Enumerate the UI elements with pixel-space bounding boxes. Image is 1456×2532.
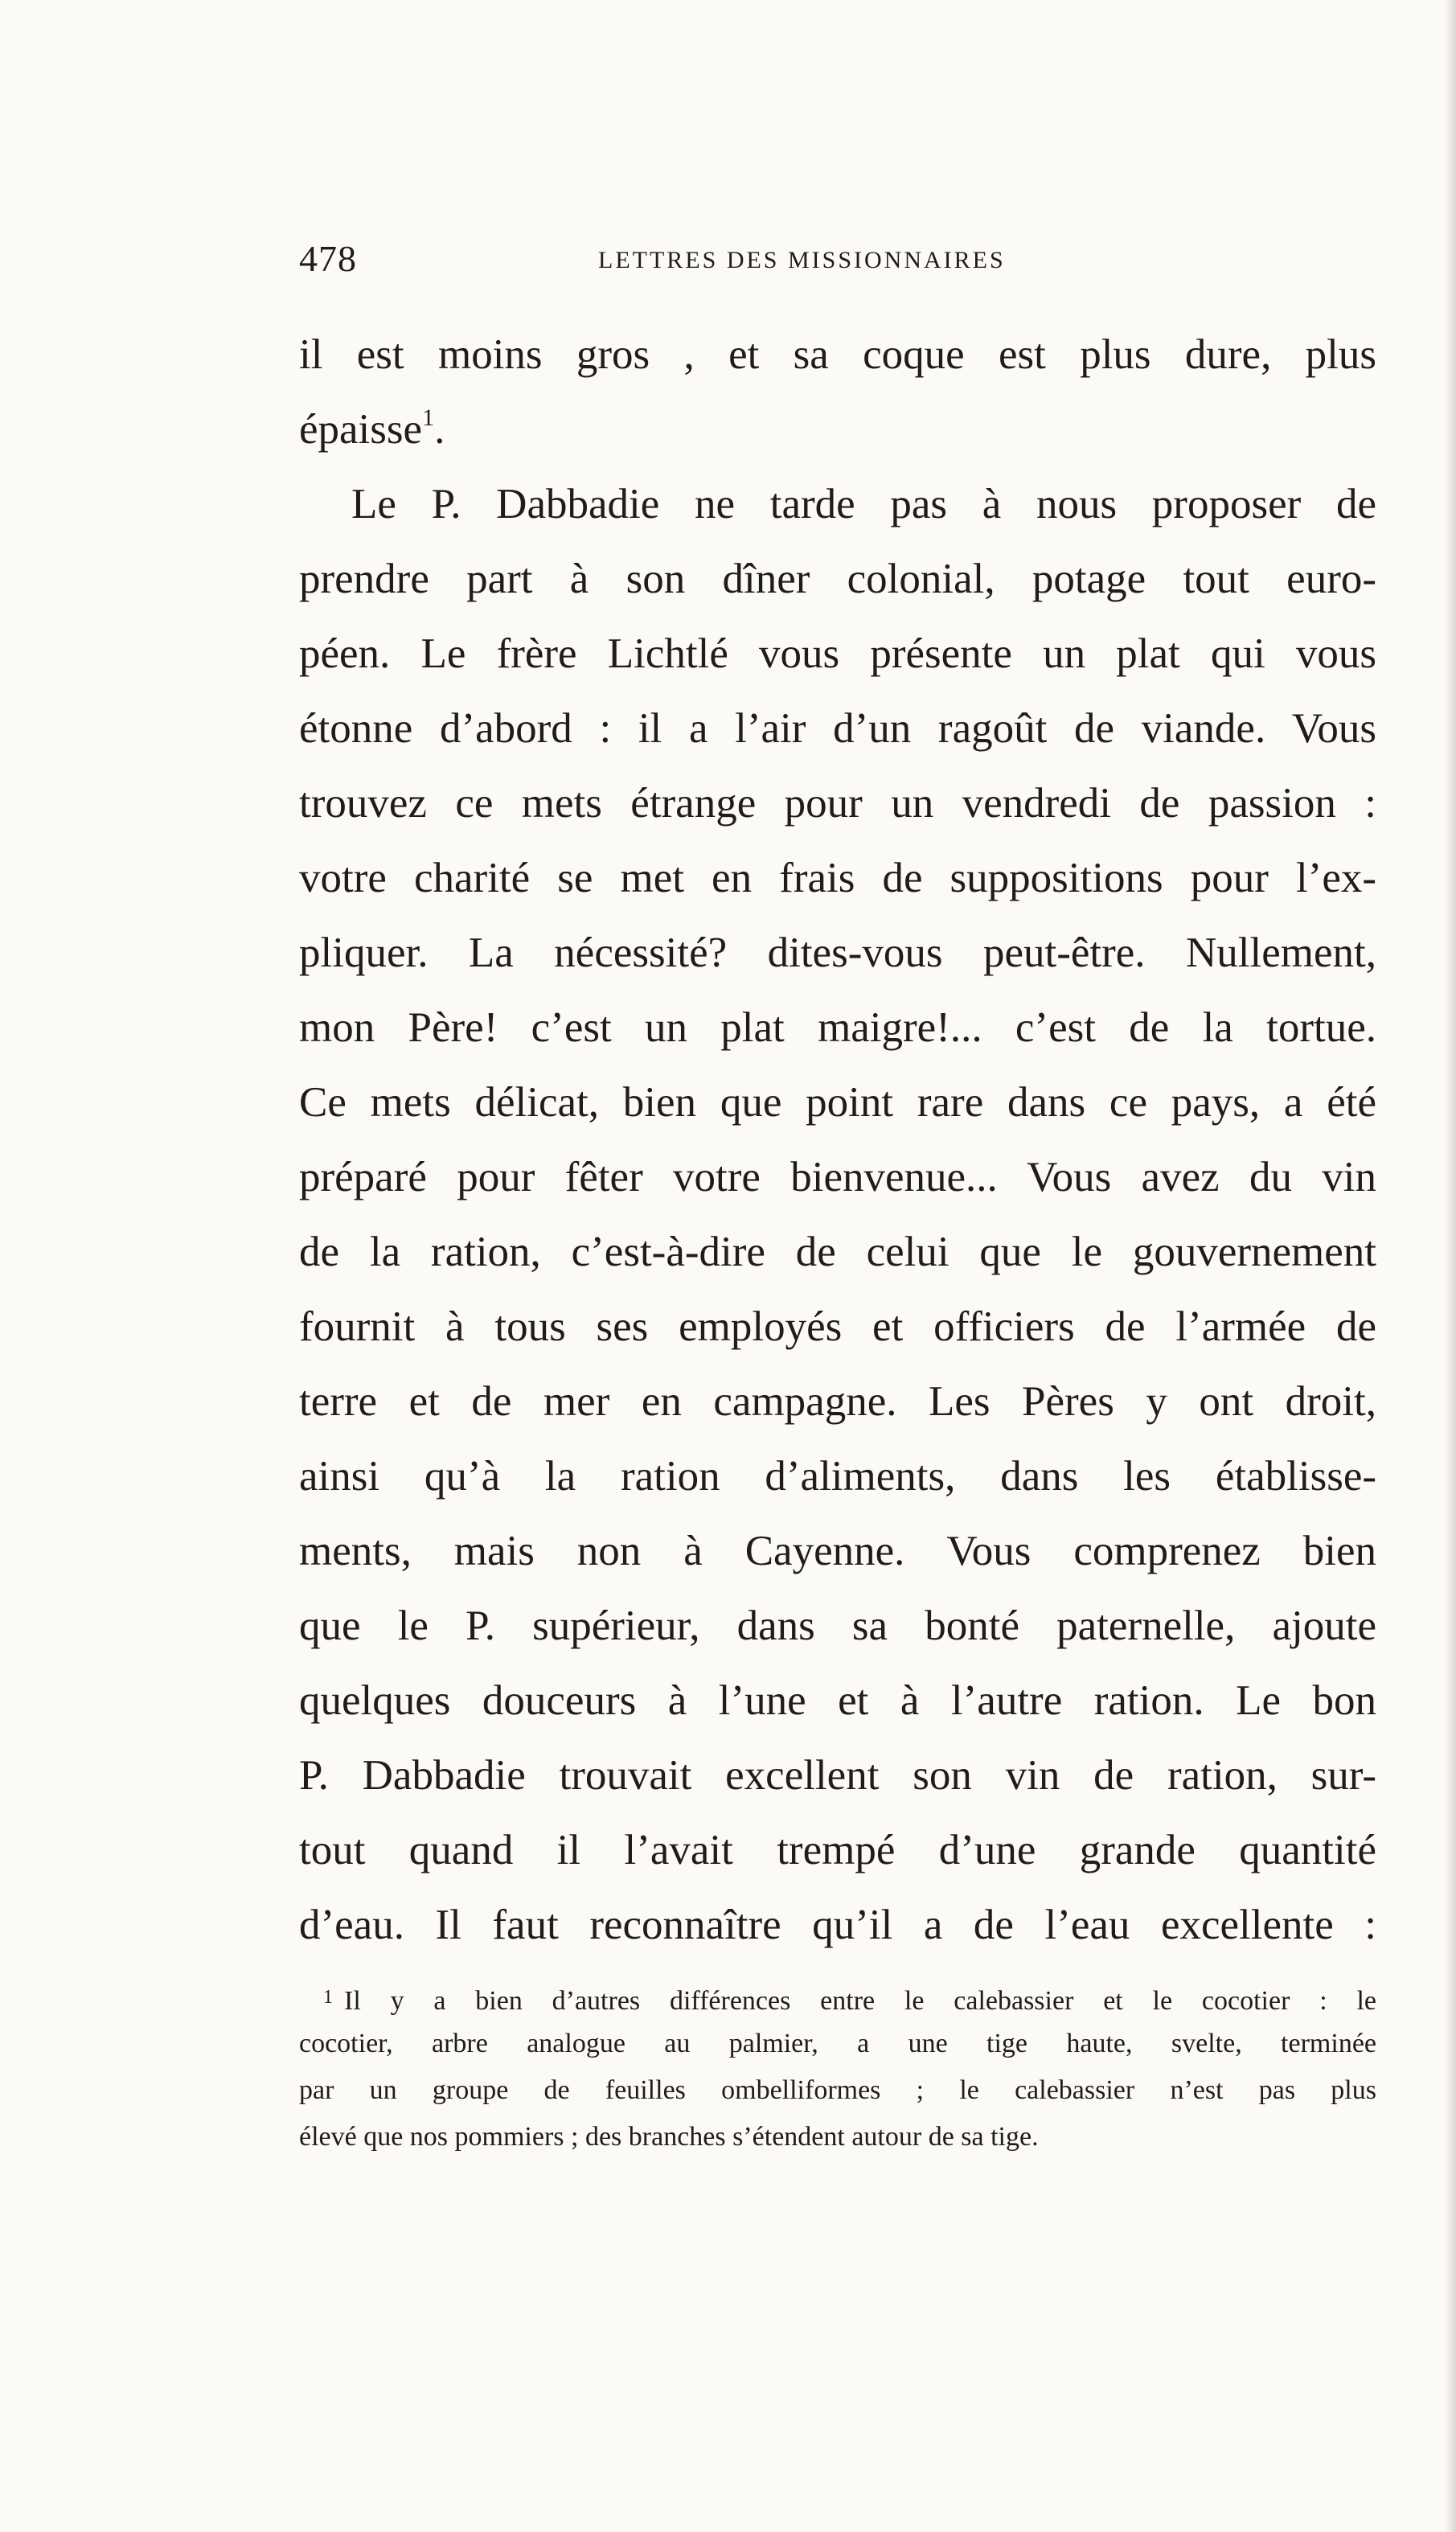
running-title: LETTRES DES MISSIONNAIRES	[598, 247, 1006, 273]
footnote-marker: 1	[323, 1987, 333, 2008]
footnote-line: par un groupe de feuilles ombelliformes ; le calebassier n’est pas plus	[299, 2075, 1376, 2105]
text-line: épaisse$^1$.	[299, 404, 445, 453]
text-line: terre et de mer en campagne. Les Pères y ont droit,	[299, 1378, 1376, 1425]
text-line: que le P. supérieur, dans sa bonté paternelle, ajoute	[299, 1603, 1376, 1649]
body-text	[299, 318, 1376, 1963]
text-line-content: épaisse	[299, 406, 423, 453]
text-line: fournit à tous ses employés et officiers de l’armée de	[299, 1303, 1376, 1350]
text-line: de la ration, c’est-à-dire de celui que le gouvernement	[299, 1229, 1376, 1275]
text-line: étonne d’abord : il a l’air d’un ragoût de viande. Vous	[299, 705, 1376, 752]
text-line: il est moins gros , et sa coque est plus dure, plus	[299, 331, 1376, 378]
page-number: 478	[299, 238, 357, 279]
text-line: votre charité se met en frais de suppositions pour l’ex-	[299, 855, 1376, 901]
running-header	[299, 235, 1376, 283]
footnote-line	[299, 1974, 1376, 2021]
text-line: tout quand il l’avait trempé d’une grande quantité	[299, 1827, 1376, 1873]
text-line: prendre part à son dîner colonial, potage tout euro-	[299, 556, 1376, 602]
footnote-line-content: Il y a bien d’autres différences entre le calebassier et le cocotier : le	[344, 1986, 1376, 2016]
footnote-line: cocotier, arbre analogue au palmier, a une tige haute, svelte, terminée	[299, 2029, 1376, 2058]
text-line: péen. Le frère Lichtlé vous présente un plat qui vous	[299, 630, 1376, 677]
footnote	[299, 1974, 1376, 2161]
page-edge-shadow	[1445, 0, 1456, 2532]
text-line: ments, mais non à Cayenne. Vous comprenez bien	[299, 1528, 1376, 1574]
text-line: pliquer. La nécessité? dites-vous peut-être. Nullement,	[299, 929, 1376, 976]
text-line: Ce mets délicat, bien que point rare dans ce pays, a été	[299, 1079, 1376, 1126]
text-line: mon Père! c’est un plat maigre!... c’est de la tortue.	[299, 1004, 1376, 1051]
text-line: ainsi qu’à la ration d’aliments, dans les établisse-	[299, 1453, 1376, 1500]
text-line: d’eau. Il faut reconnaître qu’il a de l’eau excellente :	[299, 1902, 1376, 1948]
text-line: trouvez ce mets étrange pour un vendredi de passion :	[299, 780, 1376, 827]
text-line: préparé pour fêter votre bienvenue... Vous avez du vin	[299, 1154, 1376, 1200]
text-line: quelques douceurs à l’une et à l’autre ration. Le bon	[299, 1677, 1376, 1724]
text-line: P. Dabbadie trouvait excellent son vin de ration, sur-	[299, 1752, 1376, 1799]
footnote-reference: 1	[422, 404, 435, 431]
footnote-line: élevé que nos pommiers ; des branches s’étendent autour de sa tige.	[299, 2122, 1039, 2152]
text-line: Le P. Dabbadie ne tarde pas à nous proposer de	[351, 481, 1376, 527]
